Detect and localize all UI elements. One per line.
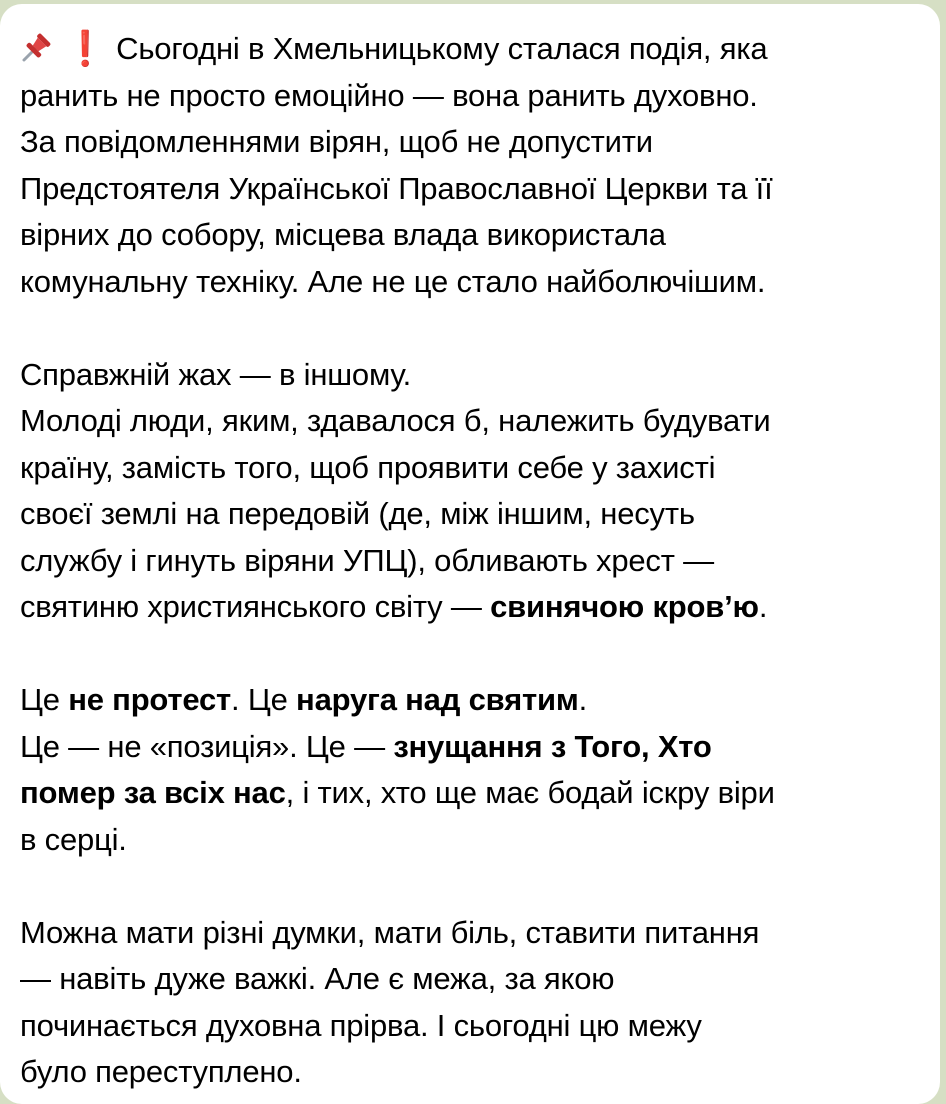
message-line: Можна мати різні думки, мати біль, ставити питання	[20, 914, 760, 950]
red-exclamation-icon: ❗	[64, 30, 107, 68]
message-line: ранить не просто емоційно — вона ранить духовно.	[20, 77, 758, 113]
message-line: помер за всіх нас, і тих, хто ще має бодай іскру віри	[20, 775, 775, 810]
pushpin-icon	[20, 29, 58, 63]
bold-phrase: знущання з Того, Хто	[393, 728, 712, 764]
bold-phrase: не протест	[68, 682, 232, 717]
message-line: службу і гинуть віряни УПЦ), обливають хрест —	[20, 542, 714, 578]
message-line: було переступлено.	[20, 1054, 302, 1089]
message-line: Молоді люди, яким, здавалося б, належить будувати	[20, 403, 771, 438]
message-line: Справжній жах — в іншому.	[20, 356, 412, 392]
message-line: країну, замість того, щоб проявити себе у захисті	[20, 449, 716, 485]
message-line: Це не протест. Це наруга над святим.	[20, 682, 587, 717]
message-line: Предстоятеля Української Православної Церкви та її	[20, 170, 773, 206]
message-line: починається духовна прірва. І сьогодні цю межу	[20, 1007, 702, 1043]
message-text	[20, 26, 925, 1096]
message-line: комунальну техніку. Але не це стало найболючішим.	[20, 263, 766, 299]
message-bubble	[0, 4, 940, 1104]
message-line: ❗ Сьогодні в Хмельницькому сталася подія, яка	[20, 26, 925, 73]
message-line: Це — не «позиція». Це — знущання з Того, Хто	[20, 728, 712, 764]
message-line: За повідомленнями вірян, щоб не допустити	[20, 124, 653, 159]
message-line: — навіть дуже важкі. Але є межа, за якою	[20, 961, 615, 996]
bold-phrase: наруга над святим	[296, 682, 579, 717]
message-line: вірних до собору, місцева влада використала	[20, 217, 666, 252]
message-line: в серці.	[20, 821, 127, 857]
message-line: святиню християнського світу — свинячою кров’ю.	[20, 589, 768, 624]
bold-phrase: помер за всіх нас	[20, 775, 286, 810]
bold-phrase: свинячою кров’ю	[490, 589, 759, 624]
message-line: своєї землі на передовій (де, між іншим, несуть	[20, 496, 695, 531]
